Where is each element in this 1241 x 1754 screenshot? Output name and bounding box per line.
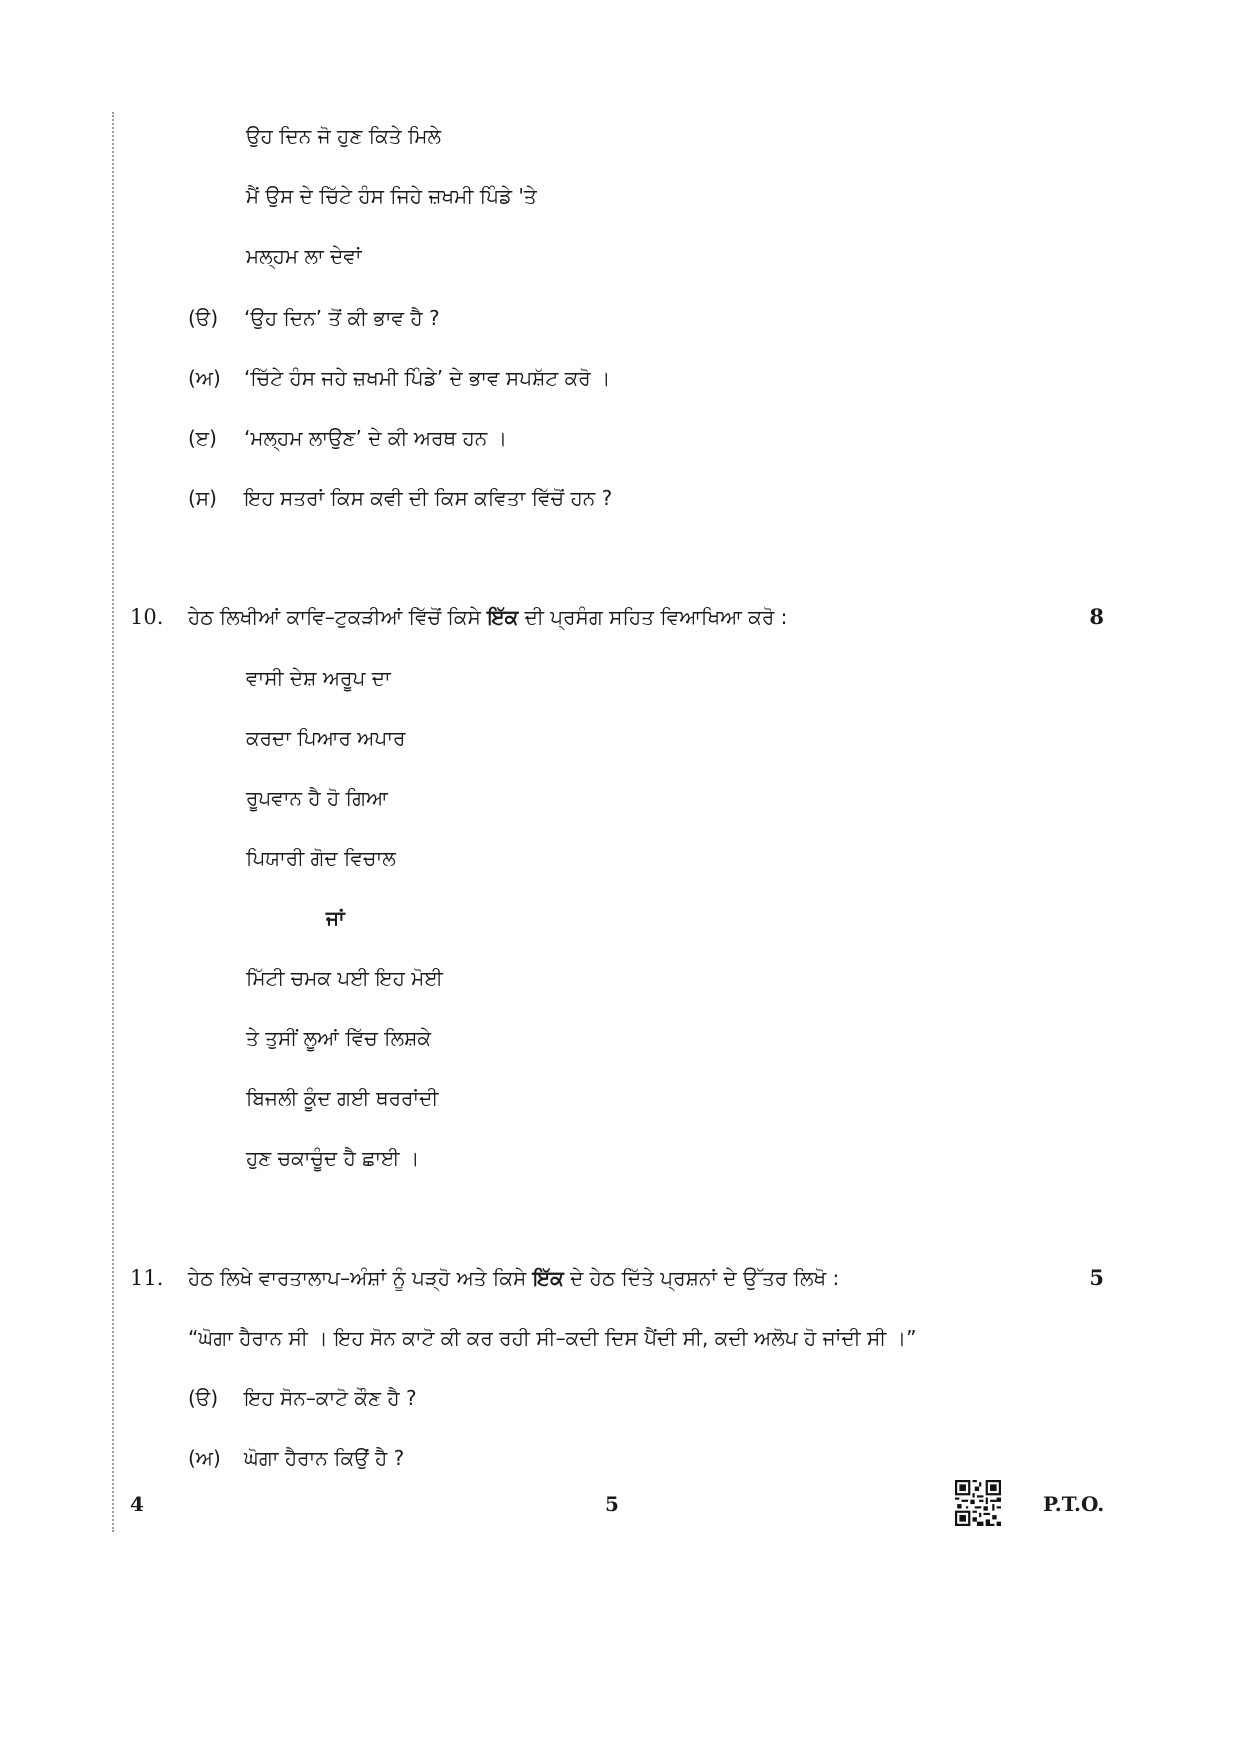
subq-label: (ੳ) [188, 306, 219, 330]
q11-prompt [188, 1264, 839, 1292]
margin-dotted-line [112, 112, 114, 1532]
subq-text: ਇਹ ਸਤਰਾਂ ਕਿਸ ਕਵੀ ਦੀ ਕਿਸ ਕਵਿਤਾ ਵਿੱਚੋਂ ਹਨ ? [244, 486, 613, 510]
q11-sub-1 [188, 1384, 417, 1412]
q10-stanza-b-line-1: ਮਿੱਟੀ ਚਮਕ ਪਈ ਇਹ ਮੋਈ [246, 966, 443, 990]
q10-or-label: ਜਾਂ [326, 906, 345, 930]
subq-text: ‘ਉਹ ਦਿਨ’ ਤੋਂ ਕੀ ਭਾਵ ਹੈ ? [244, 306, 440, 330]
q11-number: 11. [130, 1266, 164, 1290]
footer-page-number: 5 [605, 1492, 619, 1516]
footer-left-number: 4 [130, 1492, 144, 1516]
subq-prev-4 [188, 484, 612, 512]
poem-prev-line-3: ਮਲ੍ਹਮ ਲਾ ਦੇਵਾਂ [246, 244, 362, 268]
q11-marks: 5 [1089, 1265, 1104, 1290]
q11-prompt-bold: ਇੱਕ [532, 1266, 564, 1290]
subq-prev-2 [188, 364, 610, 392]
q10-stanza-a-line-4: ਪਿਯਾਰੀ ਗੋਦ ਵਿਚਾਲ [246, 846, 396, 870]
q10-stanza-b-line-4: ਹੁਣ ਚਕਾਚੂੰਦ ਹੈ ਛਾਈ । [246, 1146, 420, 1170]
subq-label: (ਅ) [188, 366, 221, 390]
subq-label: (ਅ) [188, 1446, 221, 1470]
q10-stanza-b-line-2: ਤੇ ਤੁਸੀਂ ਲੂਆਂ ਵਿੱਚ ਲਿਸ਼ਕੇ [246, 1026, 432, 1050]
subq-prev-3 [188, 424, 507, 452]
q10-stanza-a-line-1: ਵਾਸੀ ਦੇਸ਼ ਅਰੂਪ ਦਾ [246, 666, 391, 690]
q10-prompt-bold: ਇੱਕ [487, 605, 519, 629]
poem-prev-line-2: ਮੈਂ ਉਸ ਦੇ ਚਿੱਟੇ ਹੰਸ ਜਿਹੇ ਜ਼ਖਮੀ ਪਿੰਡੇ 'ਤੇ [246, 184, 537, 208]
q10-number: 10. [130, 605, 164, 629]
subq-label: (ੲ) [188, 426, 217, 450]
q11-prompt-part: ਦੇ ਹੇਠ ਦਿੱਤੇ ਪ੍ਰਸ਼ਨਾਂ ਦੇ ਉੱਤਰ ਲਿਖੋ : [563, 1266, 840, 1290]
subq-text: ਘੋਗਾ ਹੈਰਾਨ ਕਿਉਂ ਹੈ ? [244, 1446, 405, 1470]
q10-stanza-a-line-3: ਰੂਪਵਾਨ ਹੈ ਹੋ ਗਿਆ [246, 786, 388, 810]
poem-prev-line-1: ਉਹ ਦਿਨ ਜੋ ਹੁਣ ਕਿਤੇ ਮਿਲੇ [246, 124, 442, 148]
q10-prompt [188, 603, 787, 631]
q11-quote: “ਘੋਗਾ ਹੈਰਾਨ ਸੀ । ਇਹ ਸੋਨ ਕਾਟੋ ਕੀ ਕਰ ਰਹੀ ਸੀ–ਕਦੀ ਦਿਸ ਪੈਂਦੀ ਸੀ, ਕਦੀ ਅਲੋਪ ਹੋ ਜਾਂਦੀ ਸੀ ।” [188, 1326, 917, 1350]
q10-prompt-part: ਦੀ ਪ੍ਰਸੰਗ ਸਹਿਤ ਵਿਆਖਿਆ ਕਰੋ : [518, 605, 788, 629]
subq-prev-1 [188, 304, 440, 332]
footer-pto: P.T.O. [1043, 1492, 1105, 1516]
subq-text: ‘ਚਿੱਟੇ ਹੰਸ ਜਹੇ ਜ਼ਖਮੀ ਪਿੰਡੇ’ ਦੇ ਭਾਵ ਸਪਸ਼ੱਟ ਕਰੋ । [244, 366, 611, 390]
q10-stanza-a-line-2: ਕਰਦਾ ਪਿਆਰ ਅਪਾਰ [246, 726, 406, 750]
qr-code-icon [955, 1480, 1001, 1526]
q10-prompt-part: ਹੇਠ ਲਿਖੀਆਂ ਕਾਵਿ–ਟੁਕੜੀਆਂ ਵਿੱਚੋਂ ਕਿਸੇ [188, 605, 488, 629]
subq-text: ਇਹ ਸੋਨ–ਕਾਟੋ ਕੌਣ ਹੈ ? [244, 1386, 417, 1410]
q11-prompt-part: ਹੇਠ ਲਿਖੇ ਵਾਰਤਾਲਾਪ–ਅੰਸ਼ਾਂ ਨੂੰ ਪੜ੍ਹੋ ਅਤੇ ਕਿਸੇ [188, 1266, 533, 1290]
subq-text: ‘ਮਲ੍ਹਮ ਲਾਉਣ’ ਦੇ ਕੀ ਅਰਥ ਹਨ । [244, 426, 508, 450]
q10-stanza-b-line-3: ਬਿਜਲੀ ਕੂੰਦ ਗਈ ਥਰਰਾਂਦੀ [246, 1086, 439, 1110]
subq-label: (ਸ) [188, 486, 217, 510]
q10-marks: 8 [1089, 604, 1104, 629]
q11-sub-2 [188, 1444, 404, 1472]
subq-label: (ੳ) [188, 1386, 219, 1410]
